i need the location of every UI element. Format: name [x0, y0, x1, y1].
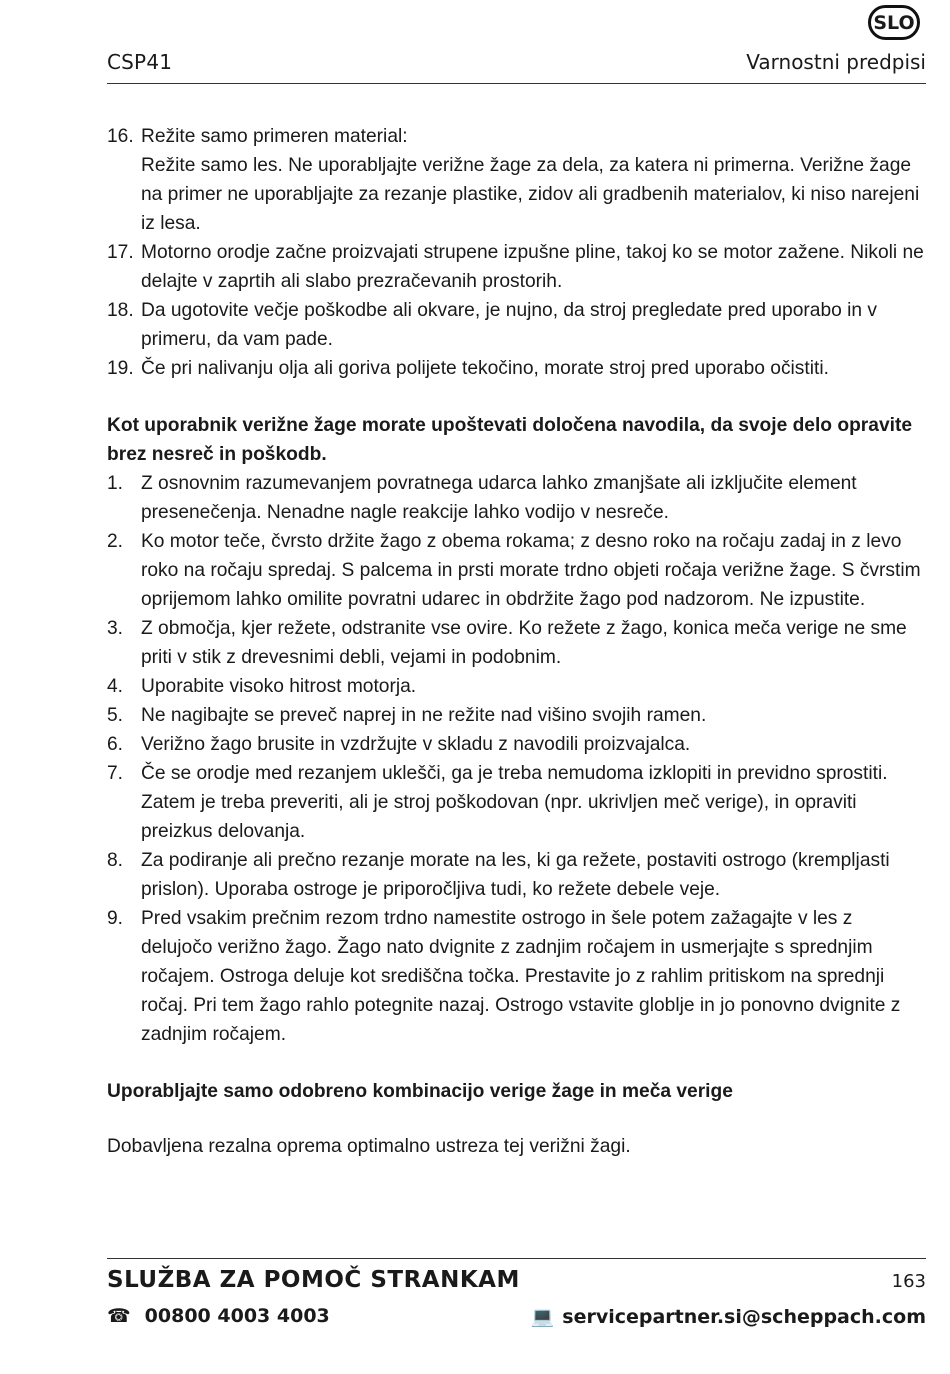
list-item-number: 6. [107, 734, 124, 755]
list-item [107, 296, 927, 354]
list-item [107, 701, 927, 730]
section-title: Varnostni predpisi [746, 50, 926, 74]
list-item-number: 8. [107, 850, 124, 871]
list-item-number: 4. [107, 676, 124, 697]
phone-number[interactable]: 00800 4003 4003 [144, 1305, 330, 1327]
section-heading-user-instructions: Kot uporabnik verižne žage morate upoštevati določena navodila, da svoje delo opravite brez nesreč in poškodb. [107, 415, 913, 465]
list-item [107, 238, 927, 296]
main-content [107, 122, 927, 1161]
list-item [107, 846, 927, 904]
list-item-text: Za podiranje ali prečno rezanje morate na les, ki ga režete, postaviti ostrogo (krempljasti prislon). Uporaba ostroge je priporočljiva tudi, ko režete debele veje. [141, 850, 890, 900]
list-item [107, 759, 927, 846]
list-item-text: Uporabite visoko hitrost motorja. [141, 676, 417, 697]
list-item [107, 730, 927, 759]
list-item [107, 469, 927, 527]
list-item [107, 614, 927, 672]
user-instructions-list [107, 469, 927, 1049]
list-item-text: Ne nagibajte se preveč naprej in ne režite nad višino svojih ramen. [141, 705, 707, 726]
section-heading-approved-combination: Uporabljajte samo odobreno kombinacijo verige žage in meča verige [107, 1081, 733, 1102]
list-item-number: 7. [107, 763, 124, 784]
list-item-text: Pred vsakim prečnim rezom trdno namestite ostrogo in šele potem zažagajte v les z delujočo verižno žago. Žago nato dvignite z zadnjim ročajem in usmerjajte s sprednjim ročajem. Ostroga deluje kot središčna točka. Prestavite jo z rahlim pritiskom na sprednji ročaj. Pri tem žago rahlo potegnite nazaj. Ostrogo vstavite globlje in jo ponovno dvignite z zadnjim ročajem. [141, 908, 901, 1045]
list-item-number: 2. [107, 531, 124, 552]
list-item-number: 1. [107, 473, 124, 494]
list-item [107, 904, 927, 1049]
list-item-text: Če se orodje med rezanjem uklešči, ga je treba nemudoma izklopiti in previdno sprostiti. Zatem je treba preveriti, ali je stroj poškodovan (npr. ukrivljen meč verige), in opraviti preizkus delovanja. [141, 763, 888, 842]
email-contact [531, 1305, 926, 1328]
list-item-text: Motorno orodje začne proizvajati strupene izpušne pline, takoj ko se motor zažene. Nikoli ne delajte v zaprtih ali slabo prezračevanih prostorih. [141, 242, 924, 292]
list-item [107, 672, 927, 701]
list-item-number: 17. [107, 242, 134, 263]
list-item-number: 16. [107, 126, 134, 147]
list-item-text: Režite samo primeren material: Režite samo les. Ne uporabljajte verižne žage za dela, za katera ni primerna. Verižne žage na primer ne uporabljajte za rezanje plastike, zidov ali gradbenih materialov, ki niso narejeni iz lesa. [141, 126, 920, 234]
list-item [107, 354, 927, 383]
phone-icon: ☎ [107, 1305, 131, 1327]
list-item-number: 19. [107, 358, 134, 379]
list-item-text: Z območja, kjer režete, odstranite vse ovire. Ko režete z žago, konica meča verige ne sme priti v stik z drevesnimi debli, vejami in podobnim. [141, 618, 907, 668]
list-item-text: Verižno žago brusite in vzdržujte v skladu z navodili proizvajalca. [141, 734, 691, 755]
list-item [107, 122, 927, 238]
list-item [107, 527, 927, 614]
email-address[interactable]: servicepartner.si@scheppach.com [562, 1305, 926, 1328]
list-item-text: Ko motor teče, čvrsto držite žago z obema rokama; z desno roko na ročaju zadaj in z levo roko na ročaju spredaj. S palcema in prsti morate trdno objeti ročaja verižne žage. S čvrstim oprijemom lahko omilite povratni udarec in obdržite žago pod nadzorom. Ne izpustite. [141, 531, 921, 610]
language-badge: SLO [868, 5, 920, 40]
list-item-number: 3. [107, 618, 124, 639]
list-item-text: Da ugotovite večje poškodbe ali okvare, je nujno, da stroj pregledate pred uporabo in v primeru, da vam pade. [141, 300, 877, 350]
list-item-text: Če pri nalivanju olja ali goriva polijete tekočino, morate stroj pred uporabo očistiti. [141, 358, 829, 379]
model-name: CSP41 [107, 50, 173, 74]
header-divider [107, 83, 926, 84]
customer-service-title: SLUŽBA ZA POMOČ STRANKAM [107, 1267, 520, 1293]
list-item-number: 18. [107, 300, 134, 321]
computer-icon: 💻 [530, 1306, 555, 1328]
list-item-number: 9. [107, 908, 124, 929]
phone-contact [107, 1305, 330, 1327]
page-number: 163 [891, 1271, 926, 1292]
cutting-equipment-paragraph: Dobavljena rezalna oprema optimalno ustreza tej verižni žagi. [107, 1136, 631, 1157]
list-item-number: 5. [107, 705, 124, 726]
footer-divider [107, 1258, 926, 1259]
safety-list-continued [107, 122, 927, 383]
list-item-text: Z osnovnim razumevanjem povratnega udarca lahko zmanjšate ali izključite element presenečenja. Nenadne nagle reakcije lahko vodijo v nesreče. [141, 473, 857, 523]
